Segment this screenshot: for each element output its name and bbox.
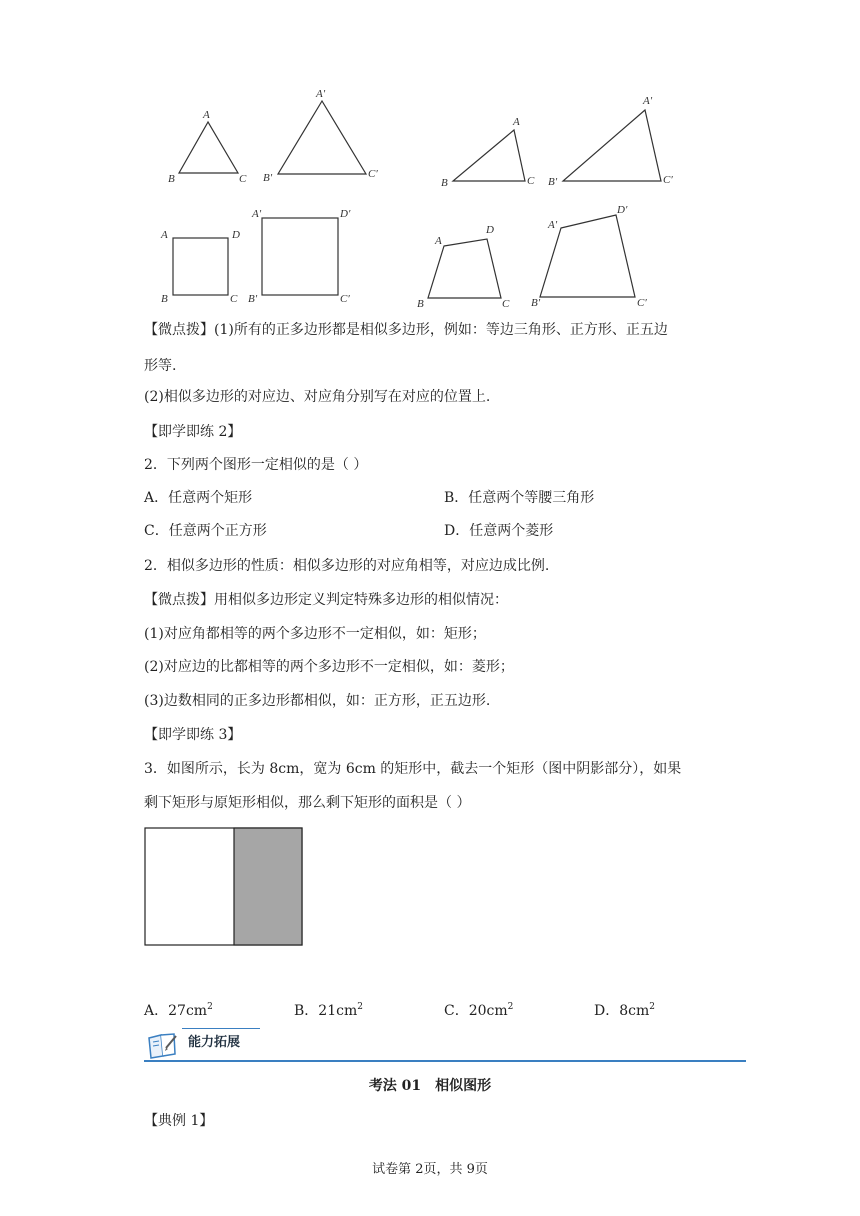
example-header: 【典例 1】 [144,1113,214,1129]
svg-text:A′: A′ [252,208,262,220]
rectangle-shaded-figure [144,827,306,949]
practice2-question: 2．下列两个图形一定相似的是（ ） [144,457,368,473]
svg-text:A′: A′ [548,219,558,231]
quadrilateral-abcd-figure [414,220,524,312]
practice2-option-a: A．任意两个矩形 [144,490,253,506]
svg-text:C: C [527,175,535,187]
book-pen-icon [146,1030,180,1060]
square-abcd-figure [158,225,248,305]
quadrilateral-a-prime-figure [528,200,668,312]
obtuse-triangle-a-prime-figure [543,88,693,190]
svg-text:C: C [230,293,238,305]
svg-text:D: D [486,224,494,236]
svg-text:B′: B′ [248,293,258,305]
ability-expansion-banner [144,1026,746,1064]
svg-text:C′: C′ [340,293,350,305]
tip2-line3: (2)对应边的比都相等的两个多边形不一定相似，如：菱形； [144,659,514,675]
svg-text:B′: B′ [548,176,558,188]
practice3-option-b: B．$21cm^2$ [294,1002,363,1019]
svg-text:B: B [168,173,175,185]
banner-label: 能力拓展 [188,1035,241,1050]
svg-text:B: B [161,293,168,305]
obtuse-triangle-abc-figure [436,110,546,190]
practice3-option-d: D．$8cm^2$ [594,1002,655,1019]
page-footer: 试卷第 2页，共 9页 [372,1162,488,1177]
svg-text:A: A [435,235,442,247]
svg-text:C′: C′ [637,297,647,309]
tip2-line2: (1)对应角都相等的两个多边形不一定相似，如：矩形； [144,626,486,642]
practice2-option-b: B．任意两个等腰三角形 [444,490,595,506]
svg-text:A′: A′ [316,88,326,100]
svg-text:D: D [232,229,240,241]
svg-text:C: C [239,173,247,185]
practice3-line2: 剩下矩形与原矩形相似，那么剩下矩形的面积是（ ） [144,795,471,811]
tip2-line1: 【微点拨】用相似多边形定义判定特殊多边形的相似情况： [144,592,508,608]
svg-text:B′: B′ [263,172,273,184]
similar-polygon-property: 2．相似多边形的性质：相似多边形的对应角相等，对应边成比例. [144,558,550,574]
svg-text:B: B [441,177,448,189]
banner-top-line [182,1028,260,1029]
triangle-a-prime-figure [258,84,388,190]
svg-text:C′: C′ [368,168,378,180]
svg-text:C′: C′ [663,174,673,186]
tip1-line3: (2)相似多边形的对应边、对应角分别写在对应的位置上. [144,389,491,405]
practice2-header: 【即学即练 2】 [144,424,242,440]
svg-text:A: A [161,229,168,241]
svg-text:B′: B′ [531,297,541,309]
svg-text:A′: A′ [643,95,653,107]
svg-text:A: A [513,116,520,128]
tip1-line1: 【微点拨】(1)所有的正多边形都是相似多边形，例如：等边三角形、正方形、正五边 [144,322,668,338]
tip1-line2: 形等. [144,358,177,374]
svg-text:A: A [203,109,210,121]
section-title: 考法 01 相似图形 [368,1078,492,1094]
practice3-option-c: C．$20cm^2$ [444,1002,514,1019]
svg-text:C: C [502,298,510,310]
practice3-header: 【即学即练 3】 [144,727,242,743]
svg-text:D′: D′ [340,208,351,220]
practice3-line1: 3．如图所示，长为 8cm，宽为 6cm 的矩形中，截去一个矩形（图中阴影部分），如果 [144,761,682,777]
square-a-prime-figure [244,203,364,305]
svg-text:D′: D′ [617,204,628,216]
banner-divider [144,1060,746,1062]
triangle-abc-figure [160,100,260,190]
tip2-line4: (3)边数相同的正多边形都相似，如：正方形，正五边形. [144,693,491,709]
practice2-option-c: C．任意两个正方形 [144,523,267,539]
practice2-option-d: D．任意两个菱形 [444,523,554,539]
practice3-option-a: A．$27cm^2$ [144,1002,213,1019]
svg-text:B: B [417,298,424,310]
